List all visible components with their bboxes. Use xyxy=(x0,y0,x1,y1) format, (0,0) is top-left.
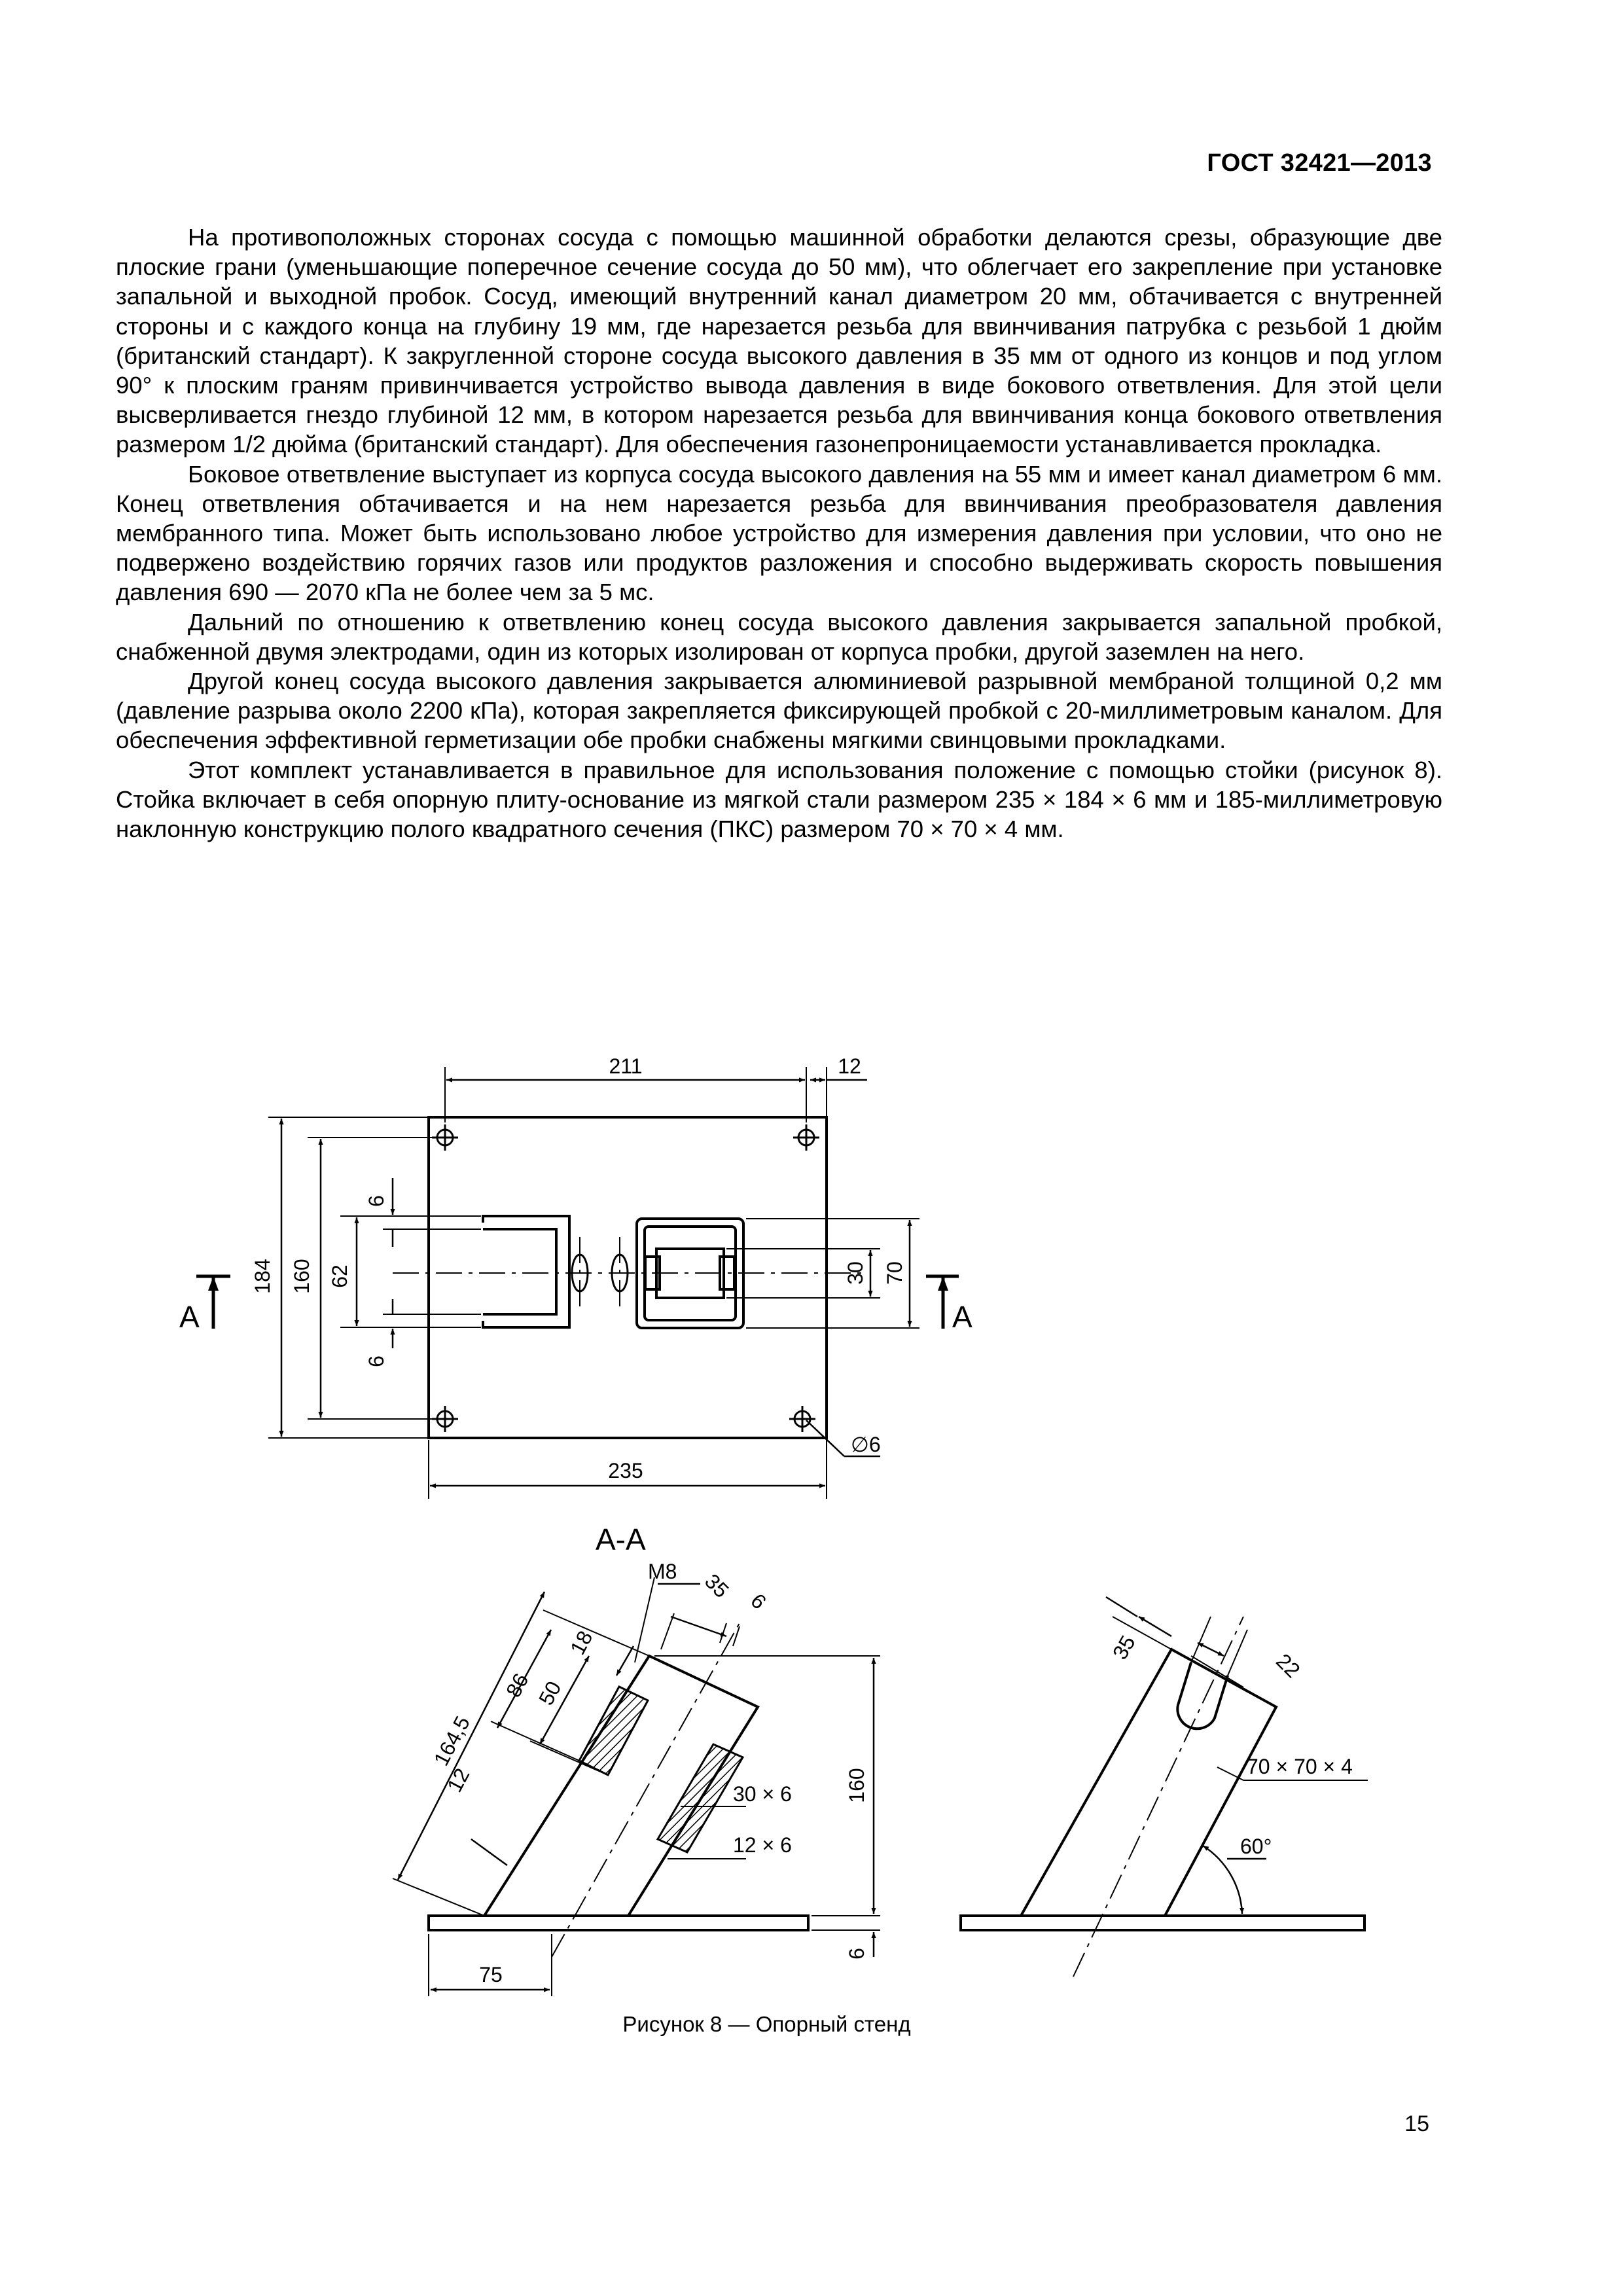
dim-160: 160 xyxy=(290,1259,313,1294)
dim-6-top: 6 xyxy=(365,1195,388,1207)
paragraph: На противоположных сторонах сосуда с помощью машинной обработки делаются срезы, образующие две плоские грани (уменьшающие поперечное сечение сосуда до 50 мм), что облегчает его закрепление при установке запальной и выходной пробок. Сосуд, имеющий внутренний канал диаметром 20 мм, обтачивается с внутренней стороны и с каждого конца на глубину 19 мм, где нарезается резьба для ввинчивания патрубка с резьбой 1 дюйм (британский стандарт). К закругленной стороне сосуда высокого давления в 35 мм от одного из концов и под углом 90° к плоским граням привинчивается устройство вывода давления в виде бокового ответвления. Для этой цели высверливается гнездо глубиной 12 мм, в котором нарезается резьба для ввинчивания конца бокового ответвления размером 1/2 дюйма (британский стандарт). Для обеспечения газонепроницаемости устанавливается прокладка. xyxy=(116,224,1442,458)
side-view xyxy=(961,1597,1368,1977)
channel xyxy=(483,1216,569,1327)
page-number: 15 xyxy=(1404,2111,1429,2136)
dim-30: 30 xyxy=(844,1261,867,1285)
dim-70: 70 xyxy=(883,1261,906,1285)
weld-12x6 xyxy=(658,1744,743,1852)
dim-base-6: 6 xyxy=(845,1948,868,1960)
thread-m8: М8 xyxy=(648,1560,677,1583)
dim-50: 50 xyxy=(534,1677,566,1709)
dim-160: 160 xyxy=(845,1768,868,1803)
side-dim-35: 35 xyxy=(1107,1631,1140,1664)
section-mark-right: А xyxy=(952,1300,972,1334)
dim-35: 35 xyxy=(700,1569,734,1603)
weld-30x6 xyxy=(579,1687,648,1775)
slot-cutout xyxy=(1177,1662,1228,1729)
weld-30x6-label: 30 × 6 xyxy=(733,1782,792,1806)
dim-184: 184 xyxy=(251,1259,274,1294)
dim-211: 211 xyxy=(609,1054,643,1078)
side-dim-22: 22 xyxy=(1272,1649,1305,1683)
mounting-hole xyxy=(432,1124,458,1151)
dim-164-5: 164,5 xyxy=(429,1712,474,1770)
angle-label: 60° xyxy=(1240,1835,1272,1858)
side-base-plate xyxy=(961,1916,1364,1930)
profile-label: 70 × 70 × 4 xyxy=(1247,1755,1353,1778)
dim-62: 62 xyxy=(328,1265,351,1288)
angle-arc xyxy=(1203,1846,1242,1914)
section-base-plate xyxy=(429,1916,808,1930)
paragraph: Другой конец сосуда высокого давления закрывается алюминиевой разрывной мембраной толщиной 0,2 мм (давление разрыва около 2200 кПа), которая закрепляется фиксирующей пробкой с 20-миллиметровым каналом. Для обеспечения эффективной герметизации обе пробки снабжены мягкими свинцовыми прокладками. xyxy=(116,668,1442,754)
dim-12: 12 xyxy=(838,1054,861,1078)
paragraph: Этот комплект устанавливается в правильное для использования положение с помощью стойки (рисунок 8). Стойка включает в себя опорную плиту-основание из мягкой стали размером 235 × 184 × 6 мм и 185-миллиметровую наклонную конструкцию полого квадратного сечения (ПКС) размером 70 × 70 × 4 мм. xyxy=(116,756,1442,843)
side-labels xyxy=(1108,1632,1353,1858)
figure-caption: Рисунок 8 — Опорный стенд xyxy=(622,2012,911,2036)
dim-12: 12 xyxy=(442,1764,474,1796)
mounting-hole xyxy=(793,1124,819,1151)
dim-18: 18 xyxy=(565,1626,597,1659)
mounting-hole xyxy=(789,1406,815,1432)
dim-6-top: 6 xyxy=(746,1588,772,1614)
section-mark-left: А xyxy=(179,1300,200,1334)
dim-75: 75 xyxy=(479,1963,503,1986)
dim-235: 235 xyxy=(608,1459,643,1482)
hole-diameter: ∅6 xyxy=(851,1433,881,1456)
weld-12x6-label: 12 × 6 xyxy=(733,1833,792,1857)
paragraph: Дальний по отношению к ответвлению конец сосуда высокого давления закрывается запальной пробкой, снабженной двумя электродами, один из которых изолирован от корпуса пробки, другой заземлен на него. xyxy=(116,608,1442,665)
mounting-hole xyxy=(432,1406,458,1432)
side-tube xyxy=(1021,1649,1276,1916)
dim-6-bottom: 6 xyxy=(365,1355,388,1367)
standard-header: ГОСТ 32421—2013 xyxy=(1207,149,1432,177)
paragraph: Боковое ответвление выступает из корпуса сосуда высокого давления на 55 мм и имеет канал диаметром 6 мм. Конец ответвления обтачивается и на нем нарезается резьба для ввинчивания преобразователя давления мембранного типа. Может быть использовано любое устройство для измерения давления при условии, что оно не подвержено воздействию горячих газов или продуктов разложения и способно выдерживать скорость повышения давления 690 — 2070 кПа не более чем за 5 мс. xyxy=(116,460,1442,606)
dim-86: 86 xyxy=(501,1669,533,1701)
section-title: А-А xyxy=(596,1522,646,1556)
plan-labels xyxy=(179,1054,972,1482)
